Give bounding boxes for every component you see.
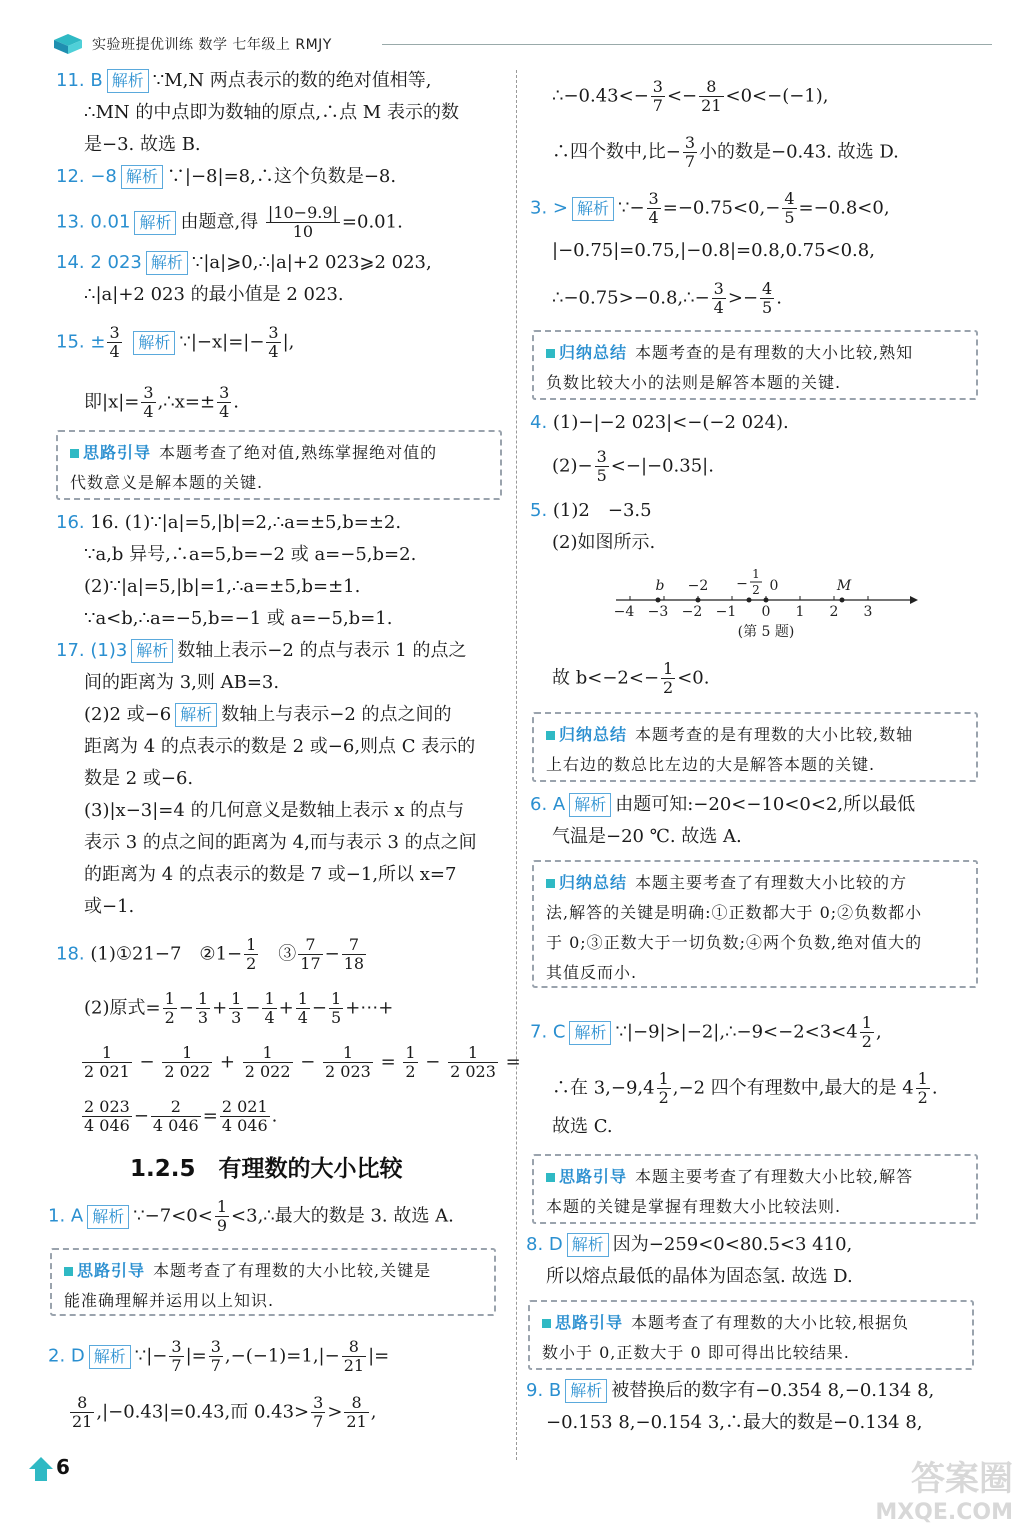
point-zero <box>764 598 769 603</box>
tip-icon <box>542 1319 551 1328</box>
figure-caption: (第 5 题) <box>737 624 795 640</box>
house-arrow-icon <box>28 1455 54 1483</box>
page-number: 6 <box>28 1455 76 1485</box>
answer-15-line2: 即|x|= $\frac{3}{4}$ ,∴x=± $\frac{3}{4}$ . <box>84 383 239 421</box>
tick-label: −2 <box>681 604 703 620</box>
answer-11-line2: ∴MN 的中点即为数轴的原点,∴点 M 表示的数 <box>84 102 459 123</box>
answer-13: 13. 0.01 解析 由题意,得 $\frac{|10-9.9|}{10}$ =0.01. <box>56 203 403 241</box>
header-title: 实验班提优训练 数学 七年级上 RMJY <box>92 37 332 53</box>
summary-box-4: 归纳总结 本题考查的是有理数的大小比较,数轴 上右边的数总比左边的大是解答本题的关键. <box>532 712 978 782</box>
answer-s1: 1. A 解析 ∵−7<0< $\frac{1}{9}$ <3,∴最大的数是 3. 故选 A. <box>48 1197 454 1235</box>
answer-s3: 3. > 解析 ∵− $\frac{3}{4}$ =−0.75<0,− $\frac{4}{5}$ =−0.8<0, <box>530 189 890 227</box>
answer-14-line2: ∴|a|+2 023 的最小值是 2 023. <box>84 284 344 305</box>
answer-16-line2: ∵a,b 异号,∴a=5,b=−2 或 a=−5,b=2. <box>84 544 417 565</box>
answer-s4-line2: (2)− $\frac{3}{5}$ <−|−0.35|. <box>552 447 714 485</box>
answer-s5-line2: (2)如图所示. <box>552 532 656 553</box>
svg-text:1: 1 <box>752 567 760 581</box>
answer-18: 18. (1)①21−7 ②1− $\frac{1}{2}$ ③ $\frac{7}{17}$ − $\frac{7}{18}$ <box>56 935 365 973</box>
tip-icon <box>64 1267 73 1276</box>
svg-text:−: − <box>736 576 748 592</box>
answer-18-line4: $\frac{2 023}{4 046}$ − $\frac{2}{4 046}$ = $\frac{2 021}{4 046}$ . <box>84 1097 278 1135</box>
header-rule <box>382 44 992 45</box>
answer-17-line9: 或−1. <box>84 896 135 917</box>
answer-s2-line3: ∴−0.43<− $\frac{3}{7}$ <− $\frac{8}{21}$ <0<−(−1), <box>552 77 829 115</box>
tick-label: 2 <box>829 604 839 620</box>
section-title: 1.2.5 有理数的大小比较 <box>130 1156 403 1182</box>
tick-label: −1 <box>715 604 737 620</box>
answer-s7-line3: 故选 C. <box>552 1116 613 1137</box>
answer-16: 16. 16. (1)∵|a|=5,|b|=2,∴a=±5,b=±2. <box>56 512 402 533</box>
axis-arrow-icon <box>910 596 918 604</box>
summary-box-3: 归纳总结 本题考查的是有理数的大小比较,熟知 负数比较大小的法则是解答本题的关键. <box>532 330 978 400</box>
point-label: 0 <box>769 578 779 594</box>
tip-icon <box>546 731 555 740</box>
answer-17-line8: 的距离为 4 的点表示的数是 7 或−1,所以 x=7 <box>84 864 457 885</box>
tip-box-2: 思路引导 本题考查了有理数的大小比较,关键是 能准确理解并运用以上知识. <box>50 1248 496 1316</box>
answer-s4: 4. (1)−|−2 023|<−(−2 024). <box>530 412 789 433</box>
point-label: M <box>836 578 852 594</box>
answer-s6-line2: 气温是−20 ℃. 故选 A. <box>552 826 742 847</box>
watermark: 答案圈 MXQE.COM <box>875 1459 1013 1525</box>
tip-icon <box>546 1173 555 1182</box>
answer-s8-line2: 所以熔点最低的晶体为固态氢. 故选 D. <box>546 1266 853 1287</box>
tip-icon <box>546 349 555 358</box>
page-header <box>52 30 992 60</box>
answer-17-line7: 表示 3 的点之间的距离为 4,而与表示 3 的点之间 <box>84 832 477 853</box>
answer-17-line5: 数是 2 或−6. <box>84 768 194 789</box>
answer-11: 11. B 解析 ∵M,N 两点表示的数的绝对值相等, <box>56 70 432 91</box>
answer-s9: 9. B 解析 被替换后的数字有−0.354 8,−0.134 8, <box>526 1380 935 1401</box>
tick-label: 1 <box>795 604 805 620</box>
tip-box-6: 思路引导 本题主要考查了有理数大小比较,解答 本题的关键是掌握有理数大小比较法则. <box>532 1154 978 1224</box>
point-minus-half <box>747 598 752 603</box>
point-label: b <box>655 578 665 594</box>
number-line-figure <box>610 560 920 644</box>
tick-label: −3 <box>647 604 669 620</box>
tip-icon <box>546 879 555 888</box>
tick-label: 0 <box>761 604 771 620</box>
answer-17-line3: (2)2 或−6 解析 数轴上与表示−2 的点之间的 <box>84 704 452 725</box>
point-label: −2 <box>687 578 709 594</box>
answer-s9-line2: −0.153 8,−0.154 3,∴最大的数是−0.134 8, <box>546 1412 923 1433</box>
column-divider <box>516 70 517 1460</box>
tip-box-7: 思路引导 本题考查了有理数的大小比较,根据负 数小于 0,正数大于 0 即可得出比较结果. <box>528 1300 974 1370</box>
summary-box-5: 归纳总结 本题主要考查了有理数大小比较的方 法,解答的关键是明确:①正数都大于 0;②负数都小 于 0;③正数大于一切负数;④两个负数,绝对值大的 其值反而小. <box>532 860 978 988</box>
answer-16-line3: (2)∵|a|=5,|b|=1,∴a=±5,b=±1. <box>84 576 361 597</box>
answer-17-line4: 距离为 4 的点表示的数是 2 或−6,则点 C 表示的 <box>84 736 476 757</box>
answer-s5-line3: 故 b<−2<− $\frac{1}{2}$ <0. <box>552 659 710 697</box>
point-M <box>840 598 845 603</box>
answer-17-line6: (3)|x−3|=4 的几何意义是数轴上表示 x 的点与 <box>84 800 465 821</box>
answer-s2-line2: $\frac{8}{21}$ ,|−0.43|=0.43,而 0.43> $\frac{3}{7}$ > $\frac{8}{21}$ , <box>72 1393 377 1431</box>
answer-17: 17. (1)3 解析 数轴上表示−2 的点与表示 1 的点之 <box>56 640 467 661</box>
point-b <box>656 598 661 603</box>
tick-label: −4 <box>613 604 635 620</box>
answer-s7: 7. C 解析 ∵|−9|>|−2|,∴−9<−2<3<4 $\frac{1}{2}$ , <box>530 1013 882 1051</box>
answer-16-line4: ∵a<b,∴a=−5,b=−1 或 a=−5,b=1. <box>84 608 393 629</box>
answer-17-line2: 间的距离为 3,则 AB=3. <box>84 672 280 693</box>
point-minus2 <box>696 598 701 603</box>
answer-s3-line2: |−0.75|=0.75,|−0.8|=0.8,0.75<0.8, <box>552 240 875 261</box>
tip-box-1: 思路引导 本题考查了绝对值,熟练掌握绝对值的 代数意义是解本题的关键. <box>56 430 502 500</box>
answer-12: 12. −8 解析 ∵|−8|=8,∴这个负数是−8. <box>56 166 397 187</box>
tick-label: 3 <box>863 604 873 620</box>
answer-s3-line3: ∴−0.75>−0.8,∴− $\frac{3}{4}$ >− $\frac{4}{5}$ . <box>552 279 782 317</box>
book-logo-icon <box>52 32 84 56</box>
answer-11-line3: 是−3. 故选 B. <box>84 134 201 155</box>
answer-18-line2: (2)原式= $\frac{1}{2}$ − $\frac{1}{3}$ + $\frac{1}{3}$ − $\frac{1}{4}$ + $\frac{1}{4}$ − $\frac{1}{5}$ +⋯+ <box>84 989 394 1027</box>
answer-s7-line2: ∴在 3,−9,4 $\frac{1}{2}$ ,−2 四个有理数中,最大的是 4 $\frac{1}{2}$ . <box>552 1069 938 1107</box>
answer-s2-line4: ∴四个数中,比− $\frac{3}{7}$ 小的数是−0.43. 故选 D. <box>552 133 899 171</box>
answer-15: 15. ± $\frac{3}{4}$ 解析 ∵|−x|=|− $\frac{3}{4}$ |, <box>56 323 295 361</box>
answer-14: 14. 2 023 解析 ∵|a|⩾0,∴|a|+2 023⩾2 023, <box>56 252 432 273</box>
tip-icon <box>70 449 79 458</box>
answer-18-line3: $\frac{1}{2 021}$ − $\frac{1}{2 022}$ + $\frac{1}{2 022}$ − $\frac{1}{2 023}$ = $\frac{1}{2}$ − $\frac{1}{2 023}$ = <box>84 1043 521 1081</box>
svg-text:2: 2 <box>752 583 760 597</box>
answer-s8: 8. D 解析 因为−259<0<80.5<3 410, <box>526 1234 853 1255</box>
answer-s5: 5. (1)2 −3.5 <box>530 500 652 521</box>
answer-s6: 6. A 解析 由题可知:−20<−10<0<2,所以最低 <box>530 794 916 815</box>
answer-s2: 2. D 解析 ∵|− $\frac{3}{7}$ |= $\frac{3}{7}$ ,−(−1)=1,|− $\frac{8}{21}$ |= <box>48 1337 390 1375</box>
